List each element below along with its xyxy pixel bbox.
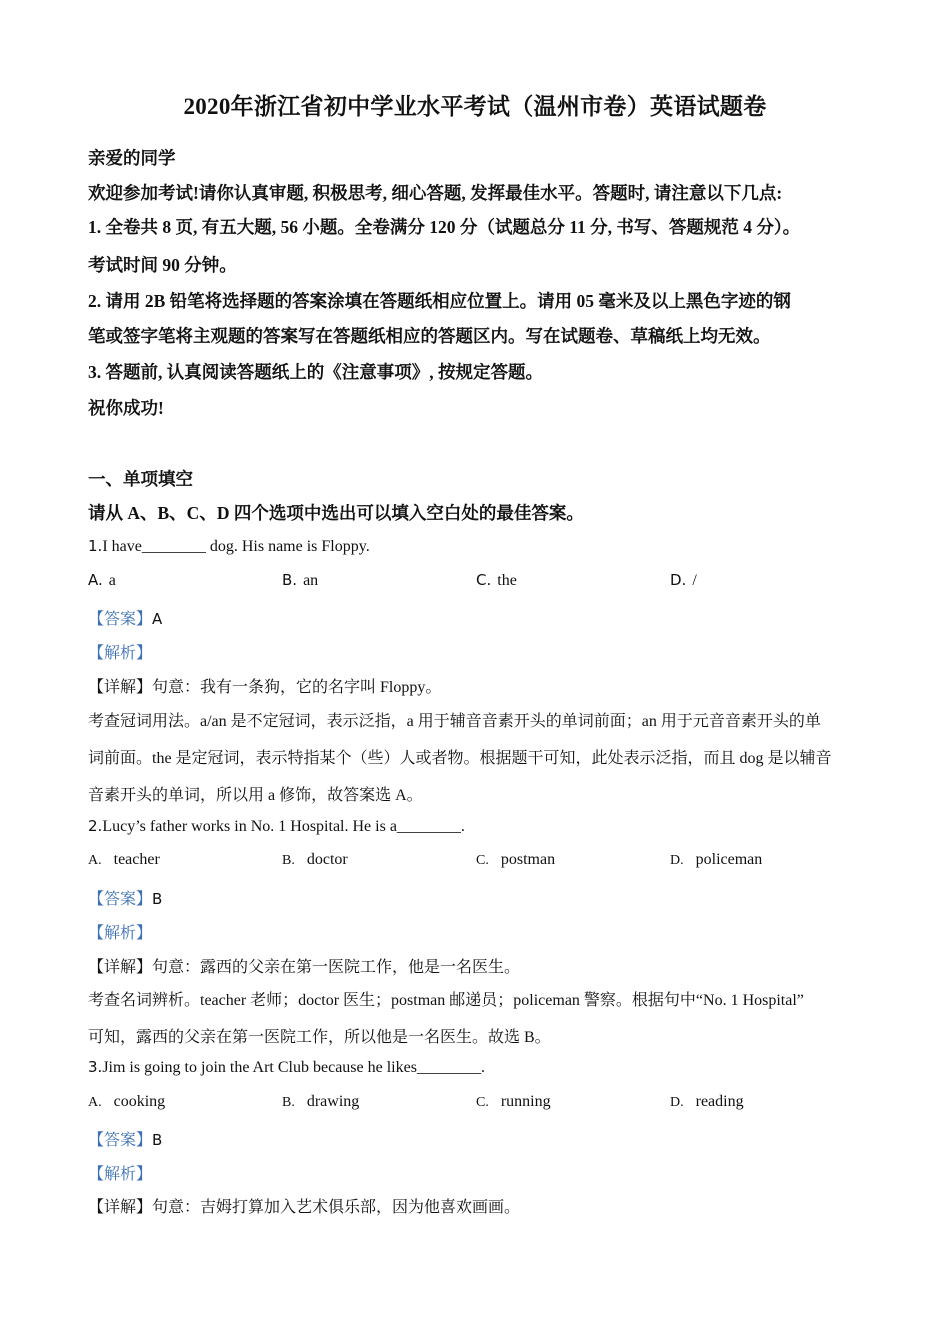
- question-number: 1.: [88, 537, 103, 555]
- question-2-detail-2: 考查名词辨析。teacher 老师；doctor 医生；postman 邮递员；policeman 警察。根据句中“No. 1 Hospital”: [88, 992, 804, 1009]
- intro-line-2: 1. 全卷共 8 页, 有五大题, 56 小题。全卷满分 120 分（试题总分 11 分, 书写、答题规范 4 分）。: [88, 217, 801, 237]
- question-number: 3.: [88, 1058, 103, 1076]
- question-2-stem: [88, 817, 465, 836]
- question-1-stem: [88, 537, 370, 556]
- question-2-answer: 【答案】B: [88, 890, 163, 908]
- section-heading: 一、单项填空: [88, 469, 193, 489]
- question-1-option-a: A. a: [88, 571, 116, 589]
- question-number: 2.: [88, 817, 103, 835]
- intro-line-1: 欢迎参加考试!请你认真审题, 积极思考, 细心答题, 发挥最佳水平。答题时, 请注意以下几点:: [88, 183, 783, 203]
- question-2-option-d: D. policeman: [670, 851, 763, 868]
- question-1-analysis-label: 【解析】: [88, 645, 153, 662]
- question-2-analysis-label: 【解析】: [88, 925, 153, 942]
- question-text: Lucy’s father works in No. 1 Hospital. He is a________.: [102, 818, 465, 835]
- question-2-option-c: C. postman: [476, 851, 556, 868]
- question-1-option-c: C. the: [476, 571, 517, 589]
- question-1-answer: 【答案】A: [88, 610, 163, 628]
- section-instruction: 请从 A、B、C、D 四个选项中选出可以填入空白处的最佳答案。: [88, 503, 584, 523]
- question-1-option-d: D. /: [670, 571, 697, 589]
- question-1-detail-2: 考查冠词用法。a/an 是不定冠词，表示泛指，a 用于辅音音素开头的单词前面；an 用于元音音素开头的单: [88, 713, 821, 730]
- question-text: Jim is going to join the Art Club because he likes________.: [102, 1059, 485, 1076]
- greeting: 亲爱的同学: [88, 148, 176, 168]
- intro-line-5: 笔或签字笔将主观题的答案写在答题纸相应的答题区内。写在试题卷、草稿纸上均无效。: [88, 326, 771, 346]
- question-2-option-b: B. doctor: [282, 851, 348, 868]
- question-1-detail-1: 【详解】句意：我有一条狗，它的名字叫 Floppy。: [88, 679, 442, 696]
- page-title: 2020年浙江省初中学业水平考试（温州市卷）英语试题卷: [183, 94, 767, 119]
- question-1-option-b: B. an: [282, 571, 319, 589]
- intro-line-4: 2. 请用 2B 铅笔将选择题的答案涂填在答题纸相应位置上。请用 05 毫米及以上黑色字迹的钢: [88, 291, 791, 311]
- intro-line-6: 3. 答题前, 认真阅读答题纸上的《注意事项》, 按规定答题。: [88, 362, 543, 382]
- question-3-analysis-label: 【解析】: [88, 1166, 153, 1183]
- question-3-option-b: B. drawing: [282, 1093, 360, 1110]
- question-3-option-d: D. reading: [670, 1093, 744, 1110]
- question-3-option-a: A. cooking: [88, 1093, 166, 1110]
- question-1-detail-3: 词前面。the 是定冠词，表示特指某个（些）人或者物。根据题干可知，此处表示泛指，而且 dog 是以辅音: [88, 750, 832, 767]
- question-2-detail-1: 【详解】句意：露西的父亲在第一医院工作，他是一名医生。: [88, 959, 521, 976]
- question-3-option-c: C. running: [476, 1093, 551, 1110]
- intro-line-7: 祝你成功!: [88, 398, 164, 418]
- question-2-detail-3: 可知，露西的父亲在第一医院工作，所以他是一名医生。故选 B。: [88, 1029, 551, 1046]
- intro-line-3: 考试时间 90 分钟。: [88, 255, 237, 275]
- question-text: I have________ dog. His name is Floppy.: [102, 538, 370, 555]
- question-2-option-a: A. teacher: [88, 851, 160, 868]
- question-3-stem: [88, 1058, 485, 1077]
- question-1-detail-4: 音素开头的单词，所以用 a 修饰，故答案选 A。: [88, 787, 423, 804]
- question-3-detail-1: 【详解】句意：吉姆打算加入艺术俱乐部，因为他喜欢画画。: [88, 1199, 521, 1216]
- question-3-answer: 【答案】B: [88, 1131, 163, 1149]
